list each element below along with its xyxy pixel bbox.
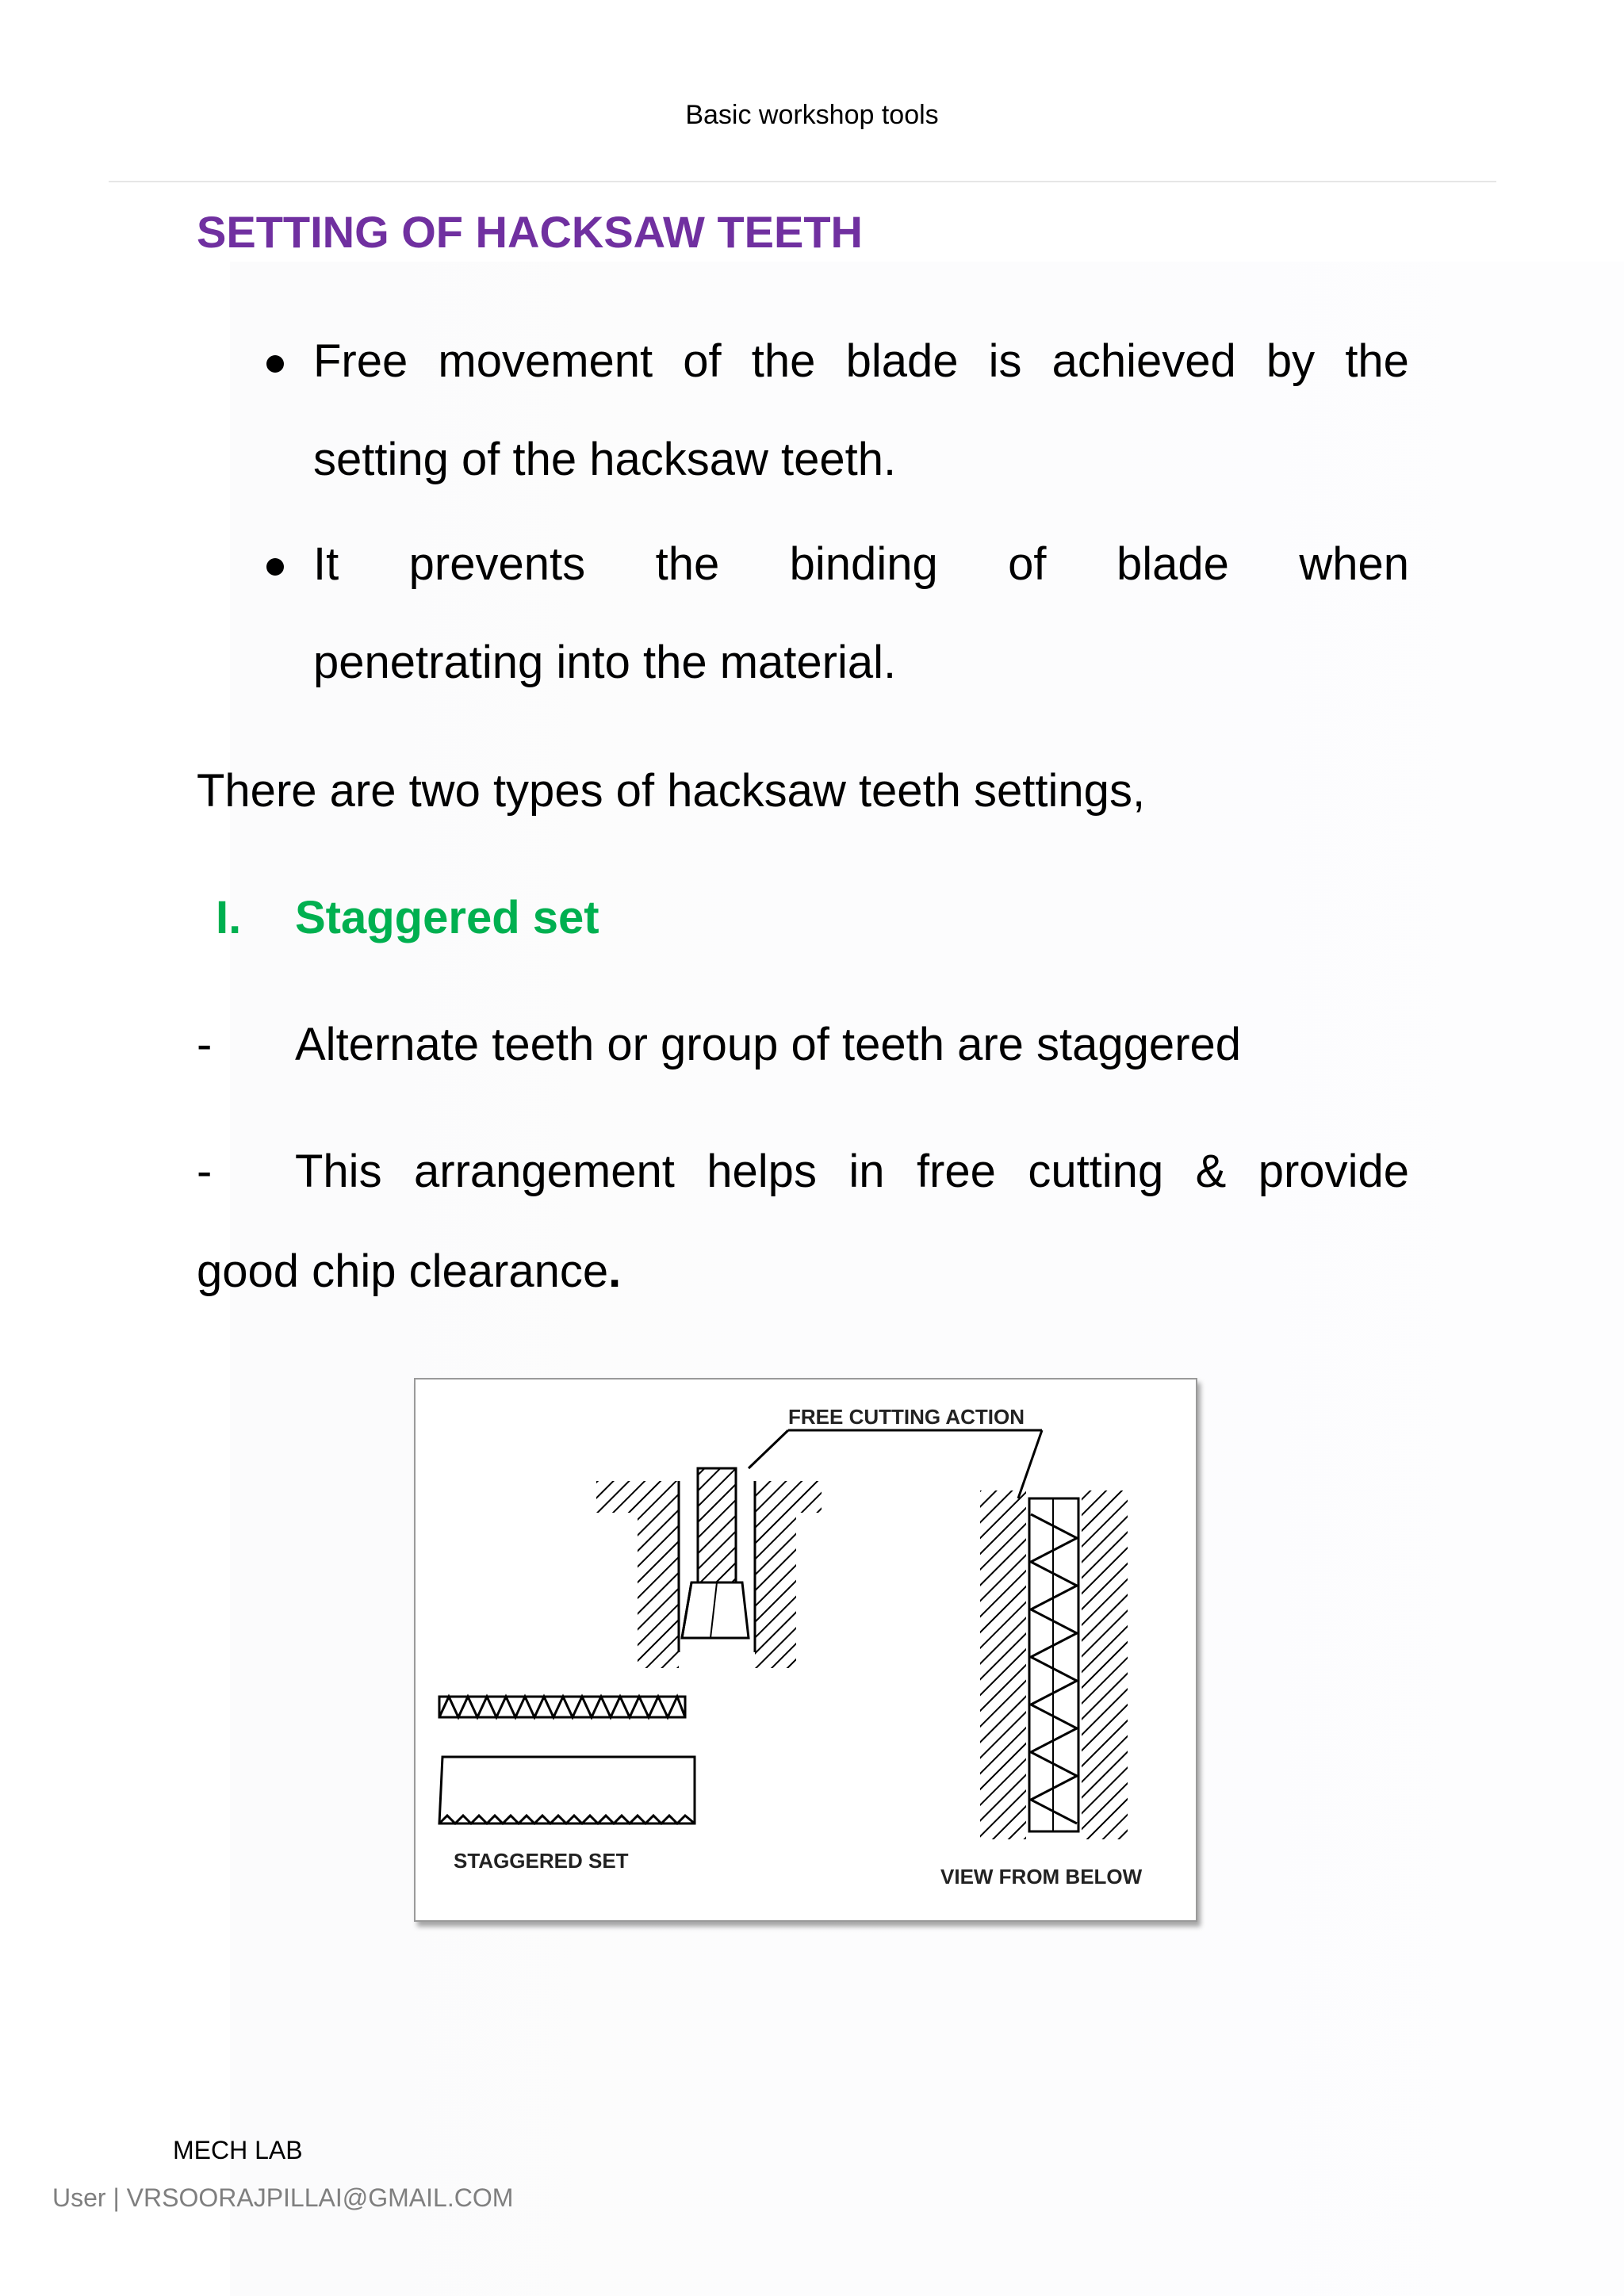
dash-marker: - (197, 1146, 213, 1197)
justified-word: binding (789, 538, 938, 590)
point-text-period: . (608, 1246, 622, 1297)
justified-word: of (1008, 538, 1047, 590)
justified-word: of (683, 335, 722, 387)
bullet-icon (266, 355, 284, 373)
justified-word: arrangement (414, 1146, 675, 1197)
view-from-below (980, 1490, 1128, 1839)
justified-word: blade (1116, 538, 1229, 590)
staggered-set-diagram (416, 1380, 1196, 1920)
justified-word: in (848, 1146, 885, 1197)
justified-word: prevents (408, 538, 586, 590)
point-text-main: good chip clearance (197, 1246, 609, 1297)
justified-word: achieved (1051, 335, 1236, 387)
justified-word: by (1266, 335, 1316, 387)
justified-word: the (751, 335, 816, 387)
staggered-set-figure (414, 1378, 1197, 1922)
bullet-line: penetrating into the material. (313, 637, 897, 688)
justified-word: helps (707, 1146, 817, 1197)
justified-word: Free (313, 335, 408, 387)
leader-line (749, 1430, 788, 1468)
bullet-line: setting of the hacksaw teeth. (313, 434, 897, 485)
point-text: Alternate teeth or group of teeth are staggered (295, 1019, 1242, 1070)
bullet-line (313, 331, 1409, 392)
justified-word: It (313, 538, 339, 590)
cross-section-view (596, 1468, 822, 1668)
running-header: Basic workshop tools (685, 100, 939, 130)
section-heading: SETTING OF HACKSAW TEETH (197, 207, 863, 257)
justified-word: cutting (1028, 1146, 1164, 1197)
justified-word: & (1195, 1146, 1227, 1197)
justified-word: when (1299, 538, 1409, 590)
header-divider (109, 181, 1496, 182)
bullet-icon (266, 558, 284, 576)
leader-line (1018, 1430, 1042, 1498)
justified-word: the (1345, 335, 1409, 387)
justified-word: blade (845, 335, 959, 387)
footer-lab: MECH LAB (173, 2136, 303, 2164)
free-cutting-label: FREE CUTTING ACTION (788, 1405, 1025, 1429)
dash-marker: - (197, 1019, 213, 1070)
intro-paragraph: There are two types of hacksaw teeth settings, (197, 765, 1146, 817)
justified-word: provide (1258, 1146, 1409, 1197)
blade-side-view (439, 1757, 695, 1823)
justified-word: This (295, 1146, 382, 1197)
view-from-below-label: VIEW FROM BELOW (940, 1865, 1143, 1888)
justified-word: the (655, 538, 720, 590)
staggered-set-label: STAGGERED SET (454, 1849, 629, 1873)
justified-word: free (916, 1146, 996, 1197)
justified-word: movement (438, 335, 653, 387)
point-text-continued (197, 1242, 621, 1302)
justified-word: is (988, 335, 1022, 387)
footer-user: User | VRSOORAJPILLAI@GMAIL.COM (52, 2183, 514, 2212)
point-text (295, 1142, 1409, 1202)
subheading-title: Staggered set (295, 892, 599, 943)
bullet-line (313, 534, 1409, 595)
staggered-teeth-strip (439, 1697, 685, 1717)
subheading-number: I. (216, 892, 242, 943)
